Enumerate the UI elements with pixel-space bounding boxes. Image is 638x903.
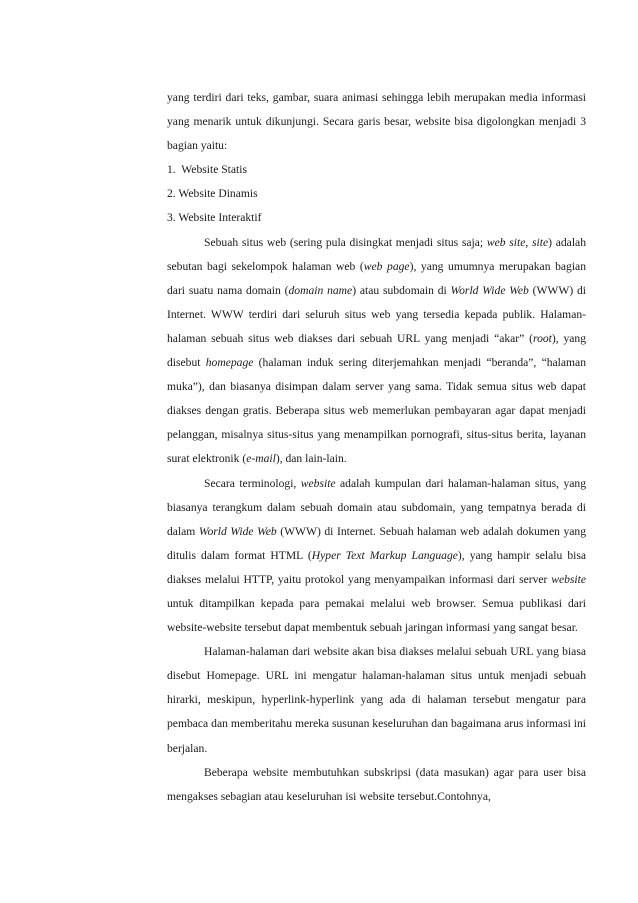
paragraph-subskripsi: Beberapa website membutuhkan subskripsi (data masukan) agar para user bisa mengakses sebagian atau keseluruhan isi website tersebut.Contohnya, (167, 765, 586, 803)
list-item-website-statis: 1. Website Statis (167, 163, 248, 177)
paragraph-terminologi: Secara terminologi, website adalah kumpulan dari halaman-halaman situs, yang biasanya terangkum dalam sebuah domain atau subdomain, yang tempatnya berada di dalam World Wide Web (WWW) di Internet. Sebuah halaman web adalah dokumen yang ditulis dalam format HTML (Hyper Text Markup Language), yang hampir selalu bisa diakses melalui HTTP, yaitu protokol yang menyampaikan informasi dari server website untuk ditampilkan kepada para pemakai melalui web browser. Semua publikasi dari website-website tersebut dapat membentuk sebuah jaringan informasi yang sangat besar. (167, 476, 587, 635)
paragraph-situs-web: Sebuah situs web (sering pula disingkat menjadi situs saja; web site, site) adalah sebutan bagi sekelompok halaman web (web page), yang umumnya merupakan bagian dari suatu nama domain (domain name) atau subdomain di World Wide Web (WWW) di Internet. WWW terdiri dari seluruh situs web yang tersedia kepada publik. Halaman-halaman sebuah situs web diakses dari sebuah URL yang menjadi “akar” (root), yang disebut homepage (halaman induk sering diterjemahkan menjadi “beranda”, “halaman muka”), dan biasanya disimpan dalam server yang sama. Tidak semua situs web dapat diakses dengan gratis. Beberapa situs web memerlukan pembayaran agar dapat menjadi pelanggan, misalnya situs-situs yang menampilkan pornografi, situs-situs berita, layanan surat elektronik (e-mail), dan lain-lain. (167, 235, 587, 466)
intro-paragraph: yang terdiri dari teks, gambar, suara animasi sehingga lebih merupakan media informasi yang menarik untuk dikunjungi. Secara garis besar, website bisa digolongkan menjadi 3 bagian yaitu: (167, 91, 586, 153)
document-page (167, 86, 586, 809)
paragraph-homepage: Halaman-halaman dari website akan bisa diakses melalui sebuah URL yang biasa disebut Homepage. URL ini mengatur halaman-halaman situs untuk menjadi sebuah hirarki, meskipun, hyperlink-hyperlink yang ada di halaman tersebut mengatur para pembaca dan memberitahu mereka susunan keseluruhan dan bagaimana arus informasi ini berjalan. (167, 645, 586, 755)
list-item-website-interaktif: 3. Website Interaktif (167, 211, 262, 225)
list-item-website-dinamis: 2. Website Dinamis (167, 187, 258, 201)
